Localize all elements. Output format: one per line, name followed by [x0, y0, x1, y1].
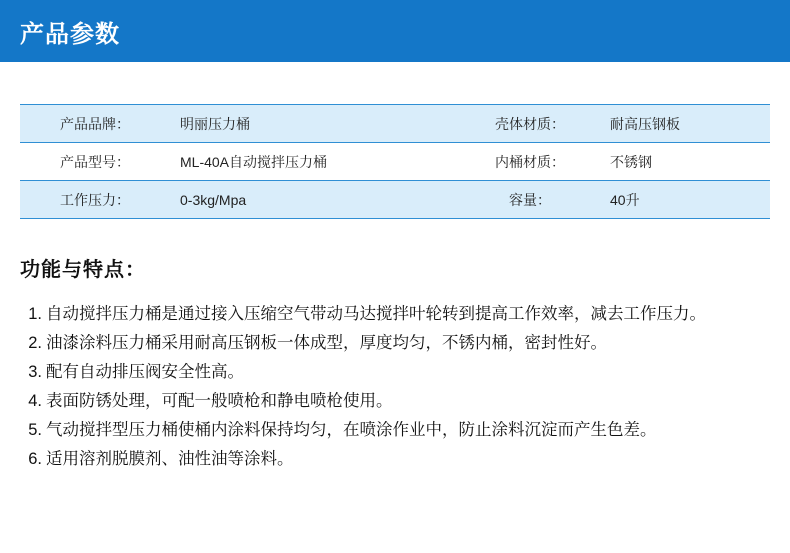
- list-item: [20, 416, 790, 444]
- list-item: [20, 300, 790, 328]
- list-item-text: 气动搅拌型压力桶使桶内涂料保持均匀，在喷涂作业中，防止涂料沉淀而产生色差。: [46, 421, 657, 439]
- list-item-number: 3.: [28, 363, 42, 381]
- list-item-text: 自动搅拌压力桶是通过接入压缩空气带动马达搅拌叶轮转到提高工作效率，减去工作压力。: [46, 305, 706, 323]
- list-item: [20, 329, 790, 357]
- list-item-text: 油漆涂料压力桶采用耐高压钢板一体成型，厚度均匀，不锈内桶，密封性好。: [46, 334, 607, 352]
- list-item: [20, 358, 790, 386]
- spec-value: 0-3kg/Mpa: [170, 181, 460, 219]
- list-item: [20, 445, 790, 473]
- spec-value: 40升: [600, 181, 770, 219]
- spec-value: 耐高压钢板: [600, 105, 770, 143]
- list-item-text: 表面防锈处理，可配一般喷枪和静电喷枪使用。: [46, 392, 393, 410]
- table-row: [20, 105, 770, 143]
- spec-label: 内桶材质：: [460, 143, 600, 181]
- page-title: 产品参数: [20, 20, 120, 48]
- spec-table: [20, 104, 770, 219]
- list-item: [20, 387, 790, 415]
- list-item-number: 4.: [28, 392, 42, 410]
- spec-label: 壳体材质：: [460, 105, 600, 143]
- table-row: [20, 143, 770, 181]
- list-item-text: 配有自动排压阀安全性高。: [46, 363, 244, 381]
- list-item-number: 5.: [28, 421, 42, 439]
- list-item-number: 2.: [28, 334, 42, 352]
- list-item-text: 适用溶剂脱膜剂、油性油等涂料。: [46, 450, 294, 468]
- table-row: [20, 181, 770, 219]
- spec-label: 工作压力：: [20, 181, 170, 219]
- spec-value: 明丽压力桶: [170, 105, 460, 143]
- spec-label: 产品品牌：: [20, 105, 170, 143]
- features-heading: 功能与特点：: [20, 259, 146, 281]
- spec-label: 容量：: [460, 181, 600, 219]
- list-item-number: 6.: [28, 450, 42, 468]
- spec-value: ML-40A自动搅拌压力桶: [170, 143, 460, 181]
- features-list: [0, 300, 790, 473]
- list-item-number: 1.: [28, 305, 42, 323]
- spec-value: 不锈钢: [600, 143, 770, 181]
- spec-label: 产品型号：: [20, 143, 170, 181]
- header-bar: [0, 0, 790, 62]
- spec-table-container: [0, 104, 790, 219]
